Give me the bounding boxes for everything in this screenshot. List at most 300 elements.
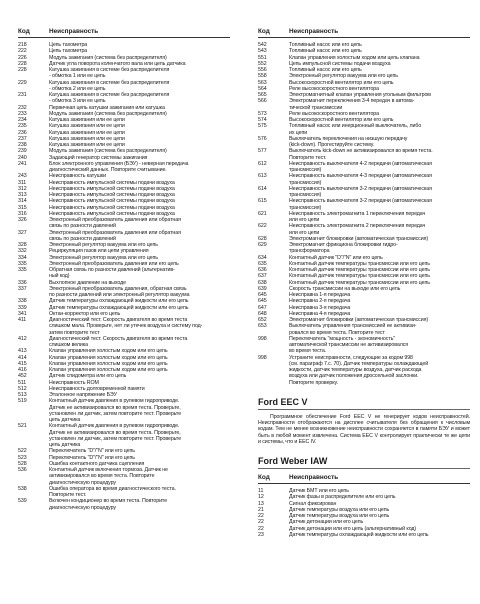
- description-line: Неисправность выключателя 3-2 передачи (автоматическая: [289, 198, 432, 205]
- code-value: 23: [258, 531, 264, 538]
- description-line: Скорость трансмиссии на выходе или его цепь: [289, 285, 401, 292]
- code-value: 612: [258, 160, 267, 167]
- description-line: Цепь импульсной системы подачи воздуха: [289, 60, 391, 67]
- fault-description: [289, 242, 470, 255]
- description-line: их цепи: [289, 129, 308, 136]
- code-row: [258, 173, 470, 186]
- description-line: жидкости, датчик температуры воздуха, датчик расхода: [289, 367, 422, 373]
- description-line: Электронный преобразователь давления, обратная связь: [49, 285, 187, 292]
- description-line: Неисправность выключателя 3-2 передачи (автоматическая: [289, 185, 432, 192]
- code-value: 335: [18, 267, 27, 273]
- code-value: 233: [18, 110, 27, 117]
- fault-description: [49, 80, 230, 93]
- fault-description: [289, 355, 470, 386]
- description-line: Неисправность импульсной системы подачи воздуха: [49, 204, 175, 211]
- description-line: Датчик фазы в распределителе или его цепь: [289, 494, 396, 501]
- left-code-table: [18, 42, 230, 511]
- code-row: [18, 467, 230, 486]
- description-line: трансформатора: [289, 248, 330, 255]
- code-value: 314: [18, 198, 27, 205]
- description-line: связь по разности давлений: [49, 235, 116, 242]
- description-line: Неисправность импульсной системы подачи воздуха: [49, 185, 175, 192]
- description-line: активизировался во время теста. Повторите: [49, 473, 155, 480]
- description-line: трансмиссия): [289, 204, 322, 211]
- description-line: Модуль зажигания (система без распределителя): [49, 148, 167, 155]
- code-value: 237: [18, 135, 27, 142]
- code-row: [258, 355, 470, 386]
- description-line: Контактный датчик "D"/"N" или его цепь: [289, 254, 383, 261]
- code-value: 512: [18, 385, 27, 392]
- code-value: 236: [18, 129, 27, 136]
- description-line: Неисправность электромагнита 1 переключения передач: [289, 210, 426, 217]
- weber-code-table: [258, 488, 470, 538]
- fault-description: [49, 217, 230, 230]
- description-line: Электронный преобразователь давления или его цепь: [49, 260, 179, 267]
- fault-description: [289, 532, 470, 538]
- code-row: [258, 148, 470, 161]
- description-line: Неисправность импульсной системы подачи воздуха: [49, 179, 175, 186]
- code-value: 638: [258, 279, 267, 286]
- code-value: 622: [258, 223, 267, 230]
- description-line: затем повторите тест: [49, 329, 100, 336]
- code-row: [18, 217, 230, 230]
- code-row: [18, 317, 230, 336]
- description-line: ровался во время теста. Повторите тест: [289, 329, 385, 336]
- code-value: 11: [258, 488, 264, 494]
- code-value: 22: [258, 525, 264, 532]
- description-line: Электронный регулятор вакуума или его цепь: [49, 242, 158, 248]
- description-line: Катушка зажигания или ее цепи: [49, 123, 125, 130]
- description-line: установлен ли датчик, затем повторите тест. Проверьте: [49, 435, 182, 442]
- code-value: 229: [18, 79, 27, 86]
- fault-description: [289, 223, 470, 236]
- description-line: Контактный датчик давления в рулевом гидроприводе.: [49, 398, 180, 405]
- code-row: [18, 336, 230, 349]
- description-line: Клапан управления холостым ходом или его цепь: [49, 367, 168, 373]
- code-row: [258, 323, 470, 336]
- code-row: [258, 161, 470, 174]
- code-value: 232: [18, 104, 27, 111]
- description-line: Переключатель "D"/"N" или его цепь: [49, 448, 135, 455]
- code-value: 336: [18, 279, 27, 286]
- code-value: 327: [18, 229, 27, 236]
- description-line: Неисправность импульсной системы подачи воздуха: [49, 198, 175, 205]
- code-value: 615: [258, 198, 267, 205]
- code-value: 653: [258, 323, 267, 330]
- section-title-ford-weber-iaw: Ford Weber IAW: [258, 455, 470, 469]
- left-column: [18, 27, 230, 511]
- code-header: Код: [258, 28, 270, 35]
- left-table-header: [18, 27, 230, 38]
- description-line: Клапан управления холостым ходом или его цепь: [49, 354, 168, 361]
- code-value: 21: [258, 506, 264, 513]
- description-line: диагностическую процедуру: [49, 504, 116, 511]
- code-value: 337: [18, 285, 27, 292]
- description-line: автоматической трансмиссии не активизировался: [289, 342, 409, 348]
- code-value: 628: [258, 235, 267, 242]
- description-line: - обмотка 2 или ее цепь: [49, 85, 106, 92]
- code-row: [258, 336, 470, 355]
- code-value: 328: [18, 242, 27, 248]
- code-value: 614: [258, 185, 267, 192]
- description-line: Повторите проверку.: [289, 379, 338, 386]
- code-value: 539: [18, 498, 27, 505]
- code-value: 239: [18, 148, 27, 155]
- description-line: Неисправность катушки: [49, 173, 106, 180]
- code-value: 416: [18, 367, 27, 373]
- code-value: 566: [258, 98, 267, 105]
- code-row: [258, 186, 470, 199]
- code-value: 228: [18, 67, 27, 73]
- code-value: 312: [18, 185, 27, 192]
- code-value: 621: [258, 210, 267, 217]
- code-row: [258, 211, 470, 224]
- code-value: 313: [18, 192, 27, 198]
- code-value: 576: [258, 135, 267, 142]
- section-title-ford-eec-v: Ford EEC V: [258, 396, 470, 410]
- code-value: 413: [18, 348, 27, 355]
- code-value: 234: [18, 117, 27, 123]
- description-line: Электромагнит блокировки (автоматическая трансмиссия): [289, 317, 429, 323]
- code-value: 238: [18, 142, 27, 148]
- right-code-table: [258, 42, 470, 386]
- description-line: Электромагнит переключения 3-4 передач в автома-: [289, 98, 415, 105]
- description-line: - обмотка 1 или ее цепь: [49, 73, 106, 80]
- code-row: [18, 67, 230, 80]
- fault-description: [289, 161, 470, 174]
- description-line: Переключатель "мощность - экономичность": [289, 335, 396, 342]
- code-row: [18, 92, 230, 105]
- description-line: ный код): [49, 273, 70, 280]
- description-line: Клапан управления холостым ходом или его цепь: [49, 348, 168, 355]
- description-line: Датчик температуры охлаждающей жидкости или его цепь: [49, 304, 189, 311]
- description-line: Неисправность ROM: [49, 379, 99, 386]
- description-line: Контактный датчик температуры трансмиссии или его цепь: [289, 260, 430, 267]
- description-line: Катушка зажигания или ее цепи: [49, 142, 125, 148]
- description-line: Выключатель переключения на низшую передачу: [289, 135, 408, 142]
- description-line: Неисправность импульсной системы подачи воздуха: [49, 192, 175, 198]
- code-row: [258, 198, 470, 211]
- description-line: Включен кондиционер во время теста. Повторите: [49, 498, 168, 505]
- fault-description: [49, 286, 230, 299]
- fault-description: [289, 323, 470, 336]
- description-line: трансмиссия): [289, 167, 322, 173]
- description-line: Ошибка оператора во время диагностического теста.: [49, 485, 176, 492]
- code-row: [258, 123, 470, 136]
- description-line: Неисправна 1-я передача: [289, 292, 351, 298]
- description-line: Рециркуляция газов или цепи управления: [49, 248, 149, 255]
- description-line: Сигнал фиксирован: [289, 500, 337, 507]
- code-row: [258, 242, 470, 255]
- code-value: 240: [18, 154, 27, 161]
- fault-description: [49, 467, 230, 486]
- description-line: Электронный регулятор вакуума или его цепь: [289, 73, 398, 80]
- description-line: Устраните неисправности, следующие за кодом 998: [289, 354, 413, 361]
- description-line: Ошибка контактного датчика сцепления: [49, 460, 145, 467]
- fault-description: [289, 211, 470, 224]
- fault-description: [49, 230, 230, 243]
- description-line: Неисправность импульсной системы подачи воздуха: [49, 210, 175, 217]
- code-value: 563: [258, 79, 267, 86]
- description-line: Первичная цепь катушки зажигания или катушка: [49, 104, 165, 111]
- description-line: Датчик температуры охлаждающей жидкости или его цепь: [49, 298, 189, 305]
- description-line: Катушка зажигания или ее цепи: [49, 135, 125, 142]
- code-value: 645: [258, 292, 267, 298]
- description-line: Электронный преобразователь давления или обратная: [49, 229, 181, 236]
- description-line: Высокоскоростной вентилятор или его цепь: [289, 117, 394, 123]
- right-column: [258, 27, 470, 538]
- code-value: 556: [258, 67, 267, 73]
- code-row: [258, 223, 470, 236]
- code-value: 513: [18, 392, 27, 398]
- code-value: 542: [258, 42, 267, 48]
- description-line: Датчик угла поворота коленчатого вала или цепь датчика: [49, 60, 186, 67]
- description-line: Катушка зажигания в системе без распределителя: [49, 79, 170, 86]
- code-value: 629: [258, 242, 267, 248]
- code-value: 648: [258, 310, 267, 317]
- fault-description: [289, 148, 470, 161]
- description-line: или его цепи: [289, 229, 320, 236]
- description-line: Высокоскоростной вентилятор или его цепь: [289, 79, 394, 86]
- code-value: 22: [258, 513, 264, 519]
- code-value: 326: [18, 217, 27, 223]
- code-value: 511: [18, 379, 27, 386]
- code-value: 636: [258, 267, 267, 273]
- description-line: Датчик детонации или его цепь (альтернативный код): [289, 525, 417, 532]
- code-value: 523: [18, 454, 27, 461]
- code-row: [18, 230, 230, 243]
- code-value: 415: [18, 360, 27, 367]
- code-value: 341: [18, 310, 27, 317]
- code-row: [18, 498, 230, 511]
- code-value: 564: [258, 85, 267, 92]
- code-value: 13: [258, 500, 264, 507]
- description-line: Датчик не активизировался во время теста. Проверьте,: [49, 429, 181, 436]
- fault-description: [49, 398, 230, 423]
- code-value: 12: [258, 494, 264, 501]
- code-value: 613: [258, 173, 267, 180]
- fault-description: [289, 198, 470, 211]
- description-line: трансмиссия): [289, 192, 322, 198]
- description-line: диагностический данных. Повторите считывание.: [49, 167, 167, 173]
- code-value: 315: [18, 204, 27, 211]
- code-row: [18, 486, 230, 499]
- description-line: (см. параграф 7.с. 70). Датчик температуры охлаждающей: [289, 360, 429, 367]
- fault-description: [289, 173, 470, 186]
- description-line: Обратная связь по разности давлений (альтернатив-: [49, 267, 175, 273]
- description-line: Реле высокоскоростного вентилятора: [289, 110, 379, 117]
- description-line: Катушка зажигания или ее цепи: [49, 117, 125, 123]
- code-value: 339: [18, 304, 27, 311]
- description-line: Повторите тест.: [49, 492, 87, 498]
- code-value: 577: [258, 148, 267, 155]
- code-row: [258, 532, 470, 538]
- code-row: [18, 80, 230, 93]
- fault-description: [49, 336, 230, 349]
- description-line: Датчик не активизировался во время теста. Проверьте,: [49, 404, 181, 411]
- code-value: 226: [18, 54, 27, 61]
- code-header: Код: [258, 474, 270, 481]
- description-line: Диагностический тест. Скорость двигателя во время теста: [49, 335, 188, 342]
- description-line: Клапан управления холостым ходом или его цепь: [49, 360, 168, 367]
- description-line: Топливный насос или его цепь: [289, 67, 362, 73]
- code-value: 235: [18, 123, 27, 130]
- description-line: Датчик БМТ или его цепь: [289, 488, 349, 494]
- description-line: Датчик температуры воздуха или его цепь: [289, 513, 390, 519]
- code-value: 635: [258, 260, 267, 267]
- code-value: 565: [258, 92, 267, 98]
- code-value: 222: [18, 48, 27, 55]
- description-line: Электронный регулятор вакуума или его цепь: [49, 254, 158, 261]
- description-line: Контактный датчик температуры трансмиссии или его цепь: [289, 267, 430, 273]
- description-line: Электромагнитный клапан управления угольным фильтром: [289, 92, 431, 98]
- paragraph: Программное обеспечение Ford EEC V не генерирует кодов неисправностей. Неисправности отображаются на дисплее считывателя без обращения к числовым кодам. Тем не менее возникновение неисправности сохраняется в памяти БЭУ и может быть в любой момент извлечена. Система EEC V контролирует практически те же цепи и системы, что и EEC IV.: [258, 413, 470, 445]
- description-line: Электронный преобразователь давления или обратная: [49, 217, 181, 223]
- code-value: 411: [18, 317, 27, 323]
- description-line: Цепь тахометра: [49, 48, 88, 55]
- description-line: Неисправность выключателя 4-2 передачи (автоматическая: [289, 160, 432, 167]
- description-line: Задающий генератор системы зажигания: [49, 154, 148, 161]
- description-line: Неисправность выключателя 4-3 передачи (автоматическая: [289, 173, 432, 180]
- fault-description: [49, 67, 230, 80]
- code-value: 634: [258, 254, 267, 261]
- description-line: Датчик спидометра или его цепь: [49, 373, 127, 380]
- fault-header: Неисправность: [49, 28, 99, 35]
- code-value: 228: [18, 60, 27, 67]
- fault-description: [49, 267, 230, 280]
- code-row: [18, 398, 230, 423]
- code-value: 338: [18, 298, 27, 305]
- code-value: 334: [18, 254, 27, 261]
- description-line: Топливный насос или его цепь: [289, 42, 362, 48]
- description-line: диагностическую процедуру: [49, 479, 116, 486]
- fault-description: [49, 317, 230, 336]
- code-value: 645: [258, 298, 267, 305]
- description-line: Датчик детонации или его цепь: [289, 519, 364, 526]
- description-line: по разности давлений или электронный регулятор вакуума: [49, 292, 190, 298]
- code-value: 652: [258, 317, 267, 323]
- fault-description: [49, 92, 230, 105]
- code-value: 522: [18, 448, 27, 455]
- code-value: 575: [258, 123, 267, 130]
- code-row: [18, 423, 230, 448]
- description-line: Топливный насос или его цепь: [289, 48, 362, 55]
- description-line: Модуль зажигания (система без распределителя): [49, 110, 167, 117]
- description-line: слишком велика: [49, 342, 88, 348]
- description-line: трансмиссия): [289, 179, 322, 186]
- code-value: 311: [18, 179, 27, 186]
- code-value: 552: [258, 60, 267, 67]
- description-line: Неисправность долговременной памяти: [49, 385, 145, 392]
- description-line: Неисправна 3-я передача: [289, 304, 351, 311]
- ford-eec-description: [258, 414, 470, 445]
- code-value: 558: [258, 73, 267, 80]
- code-row: [258, 136, 470, 149]
- description-line: (kick-down). Прогестируйте систему.: [289, 142, 375, 148]
- description-line: Датчик температуры воздуха или его цепь: [289, 506, 390, 513]
- fault-header: Неисправность: [289, 28, 339, 35]
- description-line: Повторите тест.: [289, 154, 327, 161]
- code-value: 316: [18, 210, 27, 217]
- code-value: 637: [258, 273, 267, 280]
- fault-description: [289, 186, 470, 199]
- code-value: 452: [18, 373, 27, 380]
- code-value: 335: [18, 260, 27, 267]
- description-line: Неисправна 4-я передача: [289, 310, 351, 317]
- description-line: Выхлопное давление на выходе: [49, 279, 126, 286]
- description-line: Реле высокоскоростного вентилятора: [289, 85, 379, 92]
- description-line: Топливный насос или инерционный выключатель, либо: [289, 123, 422, 130]
- description-line: Контактный датчик давления в рулевом гидроприводе.: [49, 423, 180, 430]
- description-line: Выключатель управления трансмиссией не активизи-: [289, 323, 417, 330]
- code-value: 519: [18, 398, 27, 405]
- code-value: 998: [258, 335, 267, 342]
- description-line: тической трансмиссии: [289, 104, 343, 111]
- fault-description: [289, 123, 470, 136]
- description-line: цепь датчика: [49, 417, 81, 423]
- code-row: [18, 161, 230, 174]
- description-line: во время теста.: [289, 348, 327, 355]
- code-value: 521: [18, 423, 27, 430]
- fault-description: [289, 336, 470, 355]
- description-line: Октан-корректор или его цепь: [49, 310, 121, 317]
- description-line: Неисправна 2-я передача: [289, 298, 351, 305]
- fault-description: [49, 423, 230, 448]
- description-line: Электромагнит фрикциона блокировки гидро-: [289, 242, 398, 248]
- code-value: 241: [18, 160, 27, 167]
- description-line: Неисправность электромагнита 2 переключения передач: [289, 223, 426, 230]
- description-line: Катушка зажигания или ее цепи: [49, 129, 125, 136]
- code-value: 412: [18, 335, 27, 342]
- code-row: [18, 267, 230, 280]
- code-value: 528: [18, 460, 27, 467]
- fault-description: [289, 98, 470, 111]
- description-line: Модуль зажигания (система без распределителя): [49, 54, 167, 61]
- description-line: Клапан управления холостым ходом или цепь клапана: [289, 54, 420, 61]
- description-line: Переключатель "D"/"N" или его цепь: [49, 454, 135, 461]
- description-line: воздуха или датчик положения дроссельной заслонки.: [289, 373, 419, 380]
- code-value: 574: [258, 117, 267, 123]
- description-line: слишком мала. Проверьте, нет ли утечек воздуха и систему под-: [49, 323, 203, 330]
- right-table-header: [258, 27, 470, 38]
- code-value: 218: [18, 42, 27, 48]
- description-line: Контактный датчик температуры трансмиссии или его цепь: [289, 279, 430, 286]
- code-value: 231: [18, 92, 27, 98]
- description-line: Цепь тахометра: [49, 42, 88, 48]
- weber-table-header: [258, 473, 470, 484]
- code-row: [18, 286, 230, 299]
- code-value: 551: [258, 54, 267, 61]
- description-line: - обмотка 3 или ее цепь: [49, 98, 106, 105]
- code-header: Код: [18, 28, 30, 35]
- code-value: 998: [258, 354, 267, 361]
- code-value: 573: [258, 110, 267, 117]
- fault-description: [49, 498, 230, 511]
- description-line: цепь датчика: [49, 442, 81, 448]
- fault-header: Неисправность: [289, 474, 339, 481]
- code-row: [258, 98, 470, 111]
- description-line: Катушка зажигания в системе без распределителя: [49, 92, 170, 98]
- code-value: 536: [18, 467, 27, 473]
- code-value: 332: [18, 248, 27, 255]
- code-value: 538: [18, 485, 27, 492]
- description-line: Контактный датчик включения тормоза. Датчик не: [49, 467, 168, 473]
- description-line: Датчик температуры охлаждающей жидкости или его цепь: [289, 531, 429, 538]
- code-value: 243: [18, 173, 27, 180]
- code-value: 414: [18, 354, 27, 361]
- description-line: Эталонное напряжение БЭУ: [49, 392, 117, 398]
- code-value: 543: [258, 48, 267, 55]
